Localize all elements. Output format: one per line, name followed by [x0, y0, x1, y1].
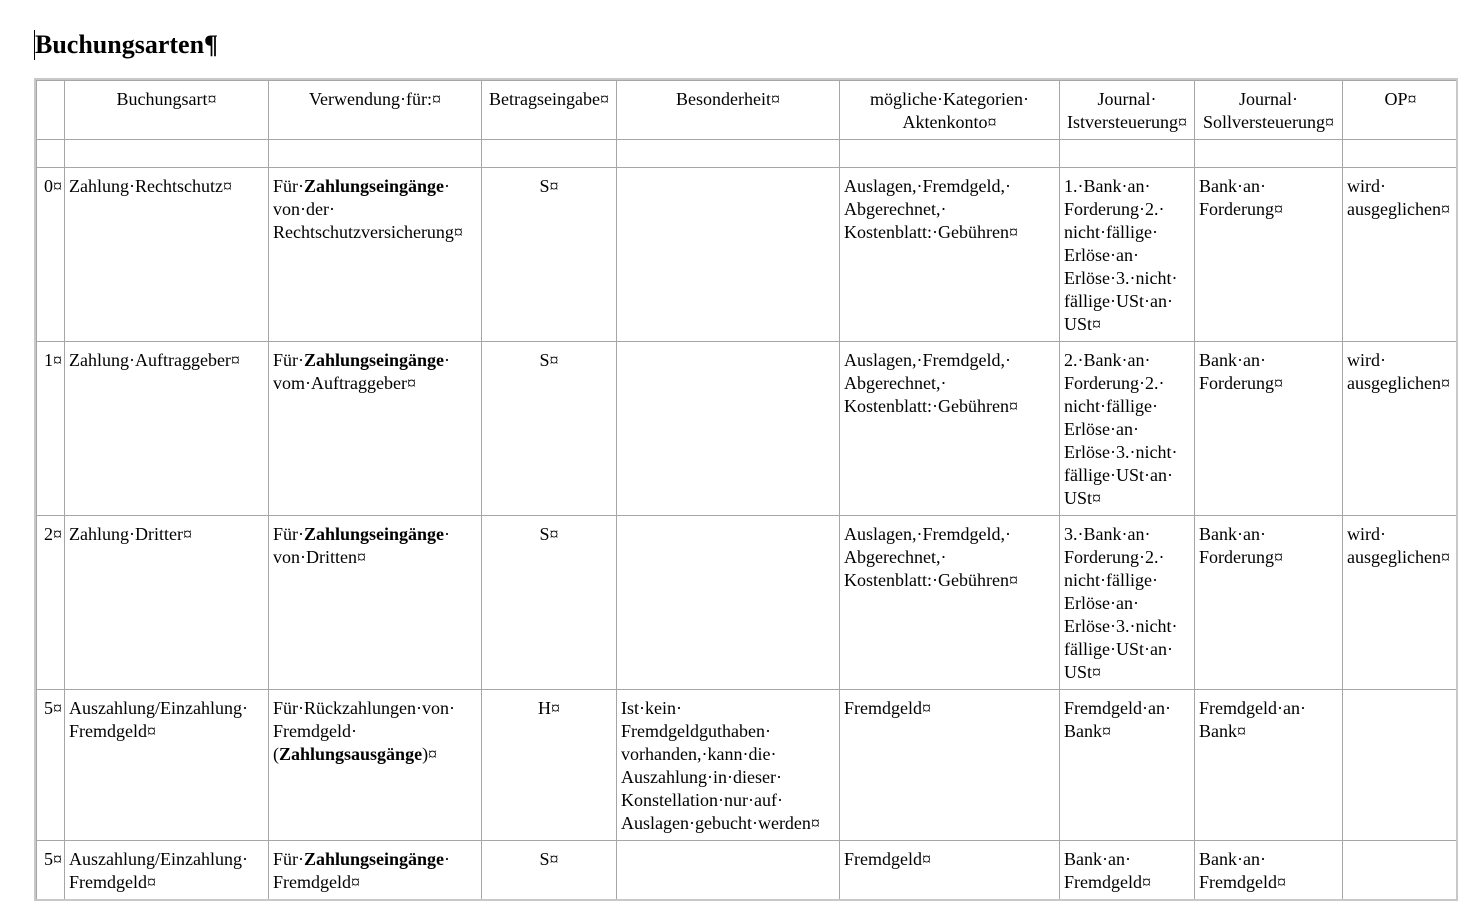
cell-verwendung — [269, 168, 482, 342]
cell-besonderheit — [617, 516, 840, 690]
header-cell-kategorien: mögliche·Kategorien· Aktenkonto¤ — [840, 81, 1060, 140]
cell-index: 5¤ — [37, 690, 65, 841]
empty-cell — [1195, 140, 1343, 168]
cell-journal-ist: Bank·an· Fremdgeld¤ — [1060, 841, 1195, 902]
verwendung-text: Für·Rückzahlungen·von· Fremdgeld· ( — [273, 698, 455, 764]
header-cell-buchungsart: Buchungsart¤ — [65, 81, 269, 140]
empty-cell — [617, 140, 840, 168]
header-cell-journal-soll: Journal· Sollversteuerung¤ — [1195, 81, 1343, 140]
cell-index: 5¤ — [37, 841, 65, 902]
cell-verwendung — [269, 841, 482, 902]
verwendung-bold-text: Zahlungseingänge — [304, 350, 445, 370]
cell-buchungsart: Auszahlung/Einzahlung· Fremdgeld¤ — [65, 690, 269, 841]
verwendung-text: )¤ — [422, 744, 438, 764]
cell-journal-ist: 3.·Bank·an· Forderung·2.· nicht·fällige· Erlöse·an· Erlöse·3.·nicht· fällige·USt·an· USt¤ — [1060, 516, 1195, 690]
empty-cell — [1343, 140, 1459, 168]
cell-kategorien: Auslagen,·Fremdgeld,· Abgerechnet,· Kostenblatt:·Gebühren¤ — [840, 342, 1060, 516]
cell-besonderheit: Ist·kein· Fremdgeldguthaben· vorhanden,·kann·die· Auszahlung·in·dieser· Konstellation·nur·auf· Auslagen·gebucht·werden¤ — [617, 690, 840, 841]
verwendung-text: · Fremdgeld¤ — [273, 849, 451, 892]
verwendung-text: · von·der· Rechtschutzversicherung¤ — [273, 176, 463, 242]
verwendung-bold-text: Zahlungseingänge — [304, 849, 445, 869]
verwendung-text: Für· — [273, 524, 304, 544]
cell-index: 1¤ — [37, 342, 65, 516]
cell-kategorien: Auslagen,·Fremdgeld,· Abgerechnet,· Kostenblatt:·Gebühren¤ — [840, 516, 1060, 690]
cell-buchungsart: Auszahlung/Einzahlung· Fremdgeld¤ — [65, 841, 269, 902]
cell-journal-ist: 2.·Bank·an· Forderung·2.· nicht·fällige· Erlöse·an· Erlöse·3.·nicht· fällige·USt·an· USt¤ — [1060, 342, 1195, 516]
empty-cell — [840, 140, 1060, 168]
cell-verwendung — [269, 690, 482, 841]
cell-journal-ist: 1.·Bank·an· Forderung·2.· nicht·fällige· Erlöse·an· Erlöse·3.·nicht· fällige·USt·an· USt¤ — [1060, 168, 1195, 342]
header-row — [37, 81, 1459, 140]
document-title: Buchungsarten¶ — [35, 30, 219, 59]
cell-betragseingabe: S¤ — [482, 342, 617, 516]
cell-besonderheit — [617, 342, 840, 516]
cell-verwendung — [269, 342, 482, 516]
table-row — [37, 516, 1459, 690]
empty-cell — [37, 140, 65, 168]
cell-betragseingabe: S¤ — [482, 841, 617, 902]
empty-cell — [65, 140, 269, 168]
cell-besonderheit — [617, 841, 840, 902]
empty-cell — [1060, 140, 1195, 168]
cell-verwendung — [269, 516, 482, 690]
verwendung-bold-text: Zahlungseingänge — [304, 176, 445, 196]
verwendung-bold-text: Zahlungsausgänge — [279, 744, 423, 764]
cell-journal-ist: Fremdgeld·an· Bank¤ — [1060, 690, 1195, 841]
cell-journal-soll: Bank·an· Forderung¤ — [1195, 342, 1343, 516]
verwendung-bold-text: Zahlungseingänge — [304, 524, 445, 544]
verwendung-text: Für· — [273, 350, 304, 370]
booking-types-table-container — [34, 78, 1458, 901]
cell-index: 2¤ — [37, 516, 65, 690]
header-cell-besonderheit: Besonderheit¤ — [617, 81, 840, 140]
verwendung-text: · von·Dritten¤ — [273, 524, 451, 567]
cell-op — [1343, 690, 1459, 841]
empty-row — [37, 140, 1459, 168]
cell-index: 0¤ — [37, 168, 65, 342]
header-cell-op: OP¤ — [1343, 81, 1459, 140]
cell-besonderheit — [617, 168, 840, 342]
cell-betragseingabe: H¤ — [482, 690, 617, 841]
verwendung-text: Für· — [273, 176, 304, 196]
booking-types-table — [36, 80, 1458, 901]
table-row — [37, 841, 1459, 902]
cell-journal-soll: Fremdgeld·an· Bank¤ — [1195, 690, 1343, 841]
cell-buchungsart: Zahlung·Rechtschutz¤ — [65, 168, 269, 342]
cell-buchungsart: Zahlung·Auftraggeber¤ — [65, 342, 269, 516]
cell-op: wird· ausgeglichen¤ — [1343, 516, 1459, 690]
header-cell-journal-ist: Journal· Istversteuerung¤ — [1060, 81, 1195, 140]
cell-op — [1343, 841, 1459, 902]
empty-cell — [482, 140, 617, 168]
cell-op: wird· ausgeglichen¤ — [1343, 168, 1459, 342]
cell-journal-soll: Bank·an· Fremdgeld¤ — [1195, 841, 1343, 902]
table-row — [37, 168, 1459, 342]
cell-betragseingabe: S¤ — [482, 516, 617, 690]
table-row — [37, 342, 1459, 516]
cell-buchungsart: Zahlung·Dritter¤ — [65, 516, 269, 690]
cell-journal-soll: Bank·an· Forderung¤ — [1195, 516, 1343, 690]
verwendung-text: · vom·Auftraggeber¤ — [273, 350, 451, 393]
verwendung-text: Für· — [273, 849, 304, 869]
table-row — [37, 690, 1459, 841]
cell-op: wird· ausgeglichen¤ — [1343, 342, 1459, 516]
cell-kategorien: Fremdgeld¤ — [840, 690, 1060, 841]
cell-betragseingabe: S¤ — [482, 168, 617, 342]
empty-cell — [269, 140, 482, 168]
cell-journal-soll: Bank·an· Forderung¤ — [1195, 168, 1343, 342]
cell-kategorien: Fremdgeld¤ — [840, 841, 1060, 902]
cell-kategorien: Auslagen,·Fremdgeld,· Abgerechnet,· Kostenblatt:·Gebühren¤ — [840, 168, 1060, 342]
header-cell-index — [37, 81, 65, 140]
header-cell-betragseingabe: Betragseingabe¤ — [482, 81, 617, 140]
header-cell-verwendung: Verwendung·für:¤ — [269, 81, 482, 140]
